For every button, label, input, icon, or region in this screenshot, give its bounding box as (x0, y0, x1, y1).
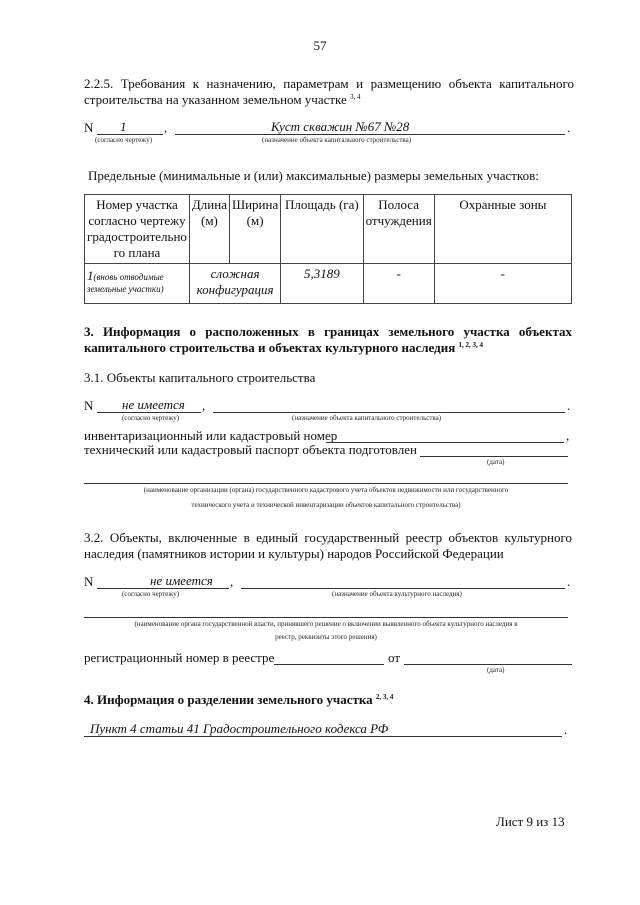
object-caption: (назначение объекта капитального строительства) (262, 136, 412, 144)
dot: . (567, 120, 571, 135)
org-caption-3-1-line2: технического учета и технической инвентаризации объектов капитального строительства) (191, 501, 461, 509)
section-3-2-line2: наследия (памятников истории и культуры) народов Российской Федерации (84, 546, 504, 561)
page-number: 57 (313, 38, 327, 53)
object-underline-3-2 (241, 588, 565, 589)
n-caption-3-1: (согласно чертежу) (122, 414, 180, 422)
cell-number: 1(вновь отводимые земельные участки) (85, 264, 190, 304)
org-underline-3-1 (84, 483, 568, 484)
n-underline (97, 134, 163, 135)
cell-size: сложная конфигурация (189, 264, 280, 304)
table-row (85, 264, 572, 304)
registry-label: регистрационный номер в реестре (84, 650, 275, 665)
registry-underline (274, 664, 384, 665)
header-number: Номер участка согласно чертежу градостроительно го плана (85, 195, 190, 264)
comma: , (164, 120, 168, 135)
section-2-2-5-line2: строительства на указанном земельном участке $^{3, 4}$ (84, 92, 361, 107)
registry-date-caption: (дата) (487, 666, 505, 674)
org-underline-3-2 (84, 617, 568, 618)
object-underline-3-1 (213, 412, 565, 413)
passport-label: технический или кадастровый паспорт объекта подготовлен (84, 442, 417, 457)
from-label: от (388, 650, 401, 665)
n-value-3-1: не имеется (122, 397, 185, 412)
n-caption-3-2: (согласно чертежу) (122, 590, 180, 598)
sizes-title: Предельные (минимальные и (или) максимальные) размеры земельных участков: (88, 168, 539, 183)
inventory-label: инвентаризационный или кадастровый номер (84, 428, 338, 443)
n-value: 1 (120, 119, 127, 134)
object-value: Куст скважин №67 №28 (271, 119, 410, 134)
cell-zones: - (434, 264, 571, 304)
registry-date-underline (404, 664, 572, 665)
section-4-value: Пункт 4 статьи 41 Градостроительного кодекса РФ (90, 721, 389, 736)
cell-strip: - (363, 264, 434, 304)
org-caption-3-2-line1: (наименование органа государственной власти, принявшего решение о включении выявленного объекта культурного наследия в (134, 620, 518, 628)
land-sizes-table (84, 194, 572, 304)
section-4-title: 4. Информация о разделении земельного участка $^{2, 3, 4}$ (84, 692, 394, 707)
inventory-comma: , (566, 428, 570, 443)
section-3-2-line1: 3.2. Объекты, включенные в единый государственный реестр объектов культурного (84, 530, 572, 545)
org-caption-3-2-line2: реестр, реквизиты этого решения) (275, 633, 377, 641)
org-caption-3-1-line1: (наименование организации (органа) государственного кадастрового учета объектов недвижимости или государственного (143, 486, 509, 494)
header-strip: Полоса отчуждения (363, 195, 434, 264)
section-3-title-line2: капитального строительства и объектах культурного наследия $^{1, 2, 3, 4}$ (84, 340, 484, 355)
sheet-counter: Лист 9 из 13 (496, 814, 565, 829)
section-3-1-title: 3.1. Объекты капитального строительства (84, 370, 316, 385)
object-caption-3-1: (назначение объекта капитального строительства) (292, 414, 442, 422)
header-width: Ширина (м) (229, 195, 280, 264)
n-label-3-2: N (84, 574, 94, 589)
dot-3-2: . (567, 574, 571, 589)
object-caption-3-2: (назначение объекта культурного наследия) (332, 590, 462, 598)
n-caption: (согласно чертежу) (95, 136, 153, 144)
table-header-row (85, 195, 572, 264)
header-area: Площадь (га) (281, 195, 363, 264)
header-zones: Охранные зоны (434, 195, 571, 264)
header-length: Длина (м) (189, 195, 229, 264)
dot-3-1: . (567, 398, 571, 413)
passport-date-caption: (дата) (487, 458, 505, 466)
cell-area: 5,3189 (281, 264, 363, 304)
n-value-3-2: не имеется (150, 573, 213, 588)
section-3-title-line1: 3. Информация о расположенных в границах земельного участка объектах (84, 324, 572, 339)
comma-3-2: , (230, 574, 234, 589)
comma-3-1: , (202, 398, 206, 413)
section-2-2-5-line1: 2.2.5. Требования к назначению, параметрам и размещению объекта капитального (84, 76, 574, 91)
n-label-3-1: N (84, 398, 94, 413)
passport-underline (420, 456, 568, 457)
n-label: N (84, 120, 94, 135)
section-4-dot: . (564, 722, 568, 737)
